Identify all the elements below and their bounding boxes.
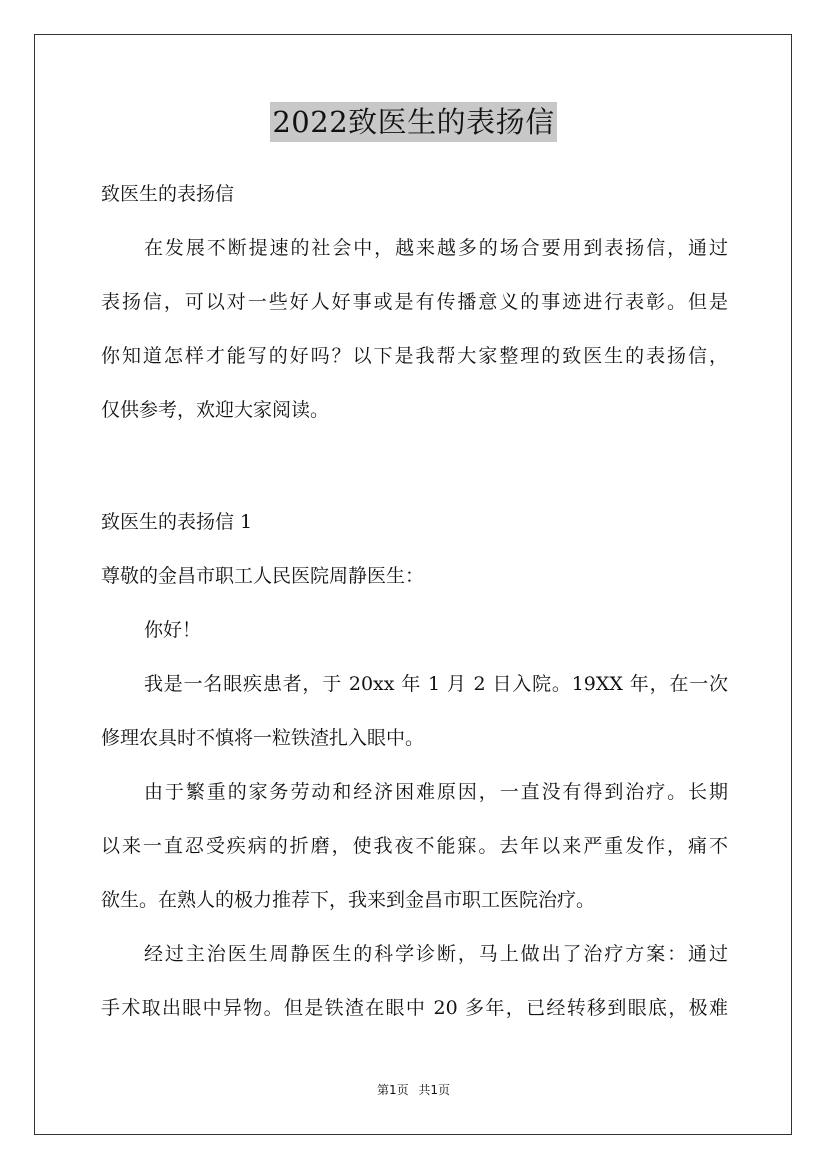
document-body xyxy=(101,174,728,1042)
paragraph-line: 手术取出眼中异物。但是铁渣在眼中 20 多年，已经转移到眼底，极难 xyxy=(101,997,728,1019)
paragraph-line: 仅供参考，欢迎大家阅读。 xyxy=(101,399,330,421)
document-title: 2022致医生的表扬信 xyxy=(270,102,556,142)
paragraph-spacer xyxy=(101,444,728,502)
title-container xyxy=(0,102,827,142)
page-number: 第1页 xyxy=(376,1083,409,1097)
section-heading: 致医生的表扬信 xyxy=(101,183,235,205)
paragraph-line: 修理农具时不慎将一粒铁渣扎入眼中。 xyxy=(101,727,425,749)
letter-heading: 致医生的表扬信 1 xyxy=(101,511,253,533)
paragraph-line: 表扬信，可以对一些好人好事或是有传播意义的事迹进行表彰。但是 xyxy=(101,291,728,313)
salutation: 尊敬的金昌市职工人民医院周静医生： xyxy=(101,565,425,587)
paragraph-line: 由于繁重的家务劳动和经济困难原因，一直没有得到治疗。长期 xyxy=(144,781,728,803)
paragraph-line: 欲生。在熟人的极力推荐下，我来到金昌市职工医院治疗。 xyxy=(101,889,596,911)
paragraph-line: 你知道怎样才能写的好吗？以下是我帮大家整理的致医生的表扬信， xyxy=(101,345,728,367)
page-total: 共1页 xyxy=(418,1083,451,1097)
page-footer xyxy=(0,1080,827,1100)
paragraph-line: 我是一名眼疾患者，于 20xx 年 1 月 2 日入院。19XX 年，在一次 xyxy=(144,673,728,695)
paragraph-line: 经过主治医生周静医生的科学诊断，马上做出了治疗方案：通过 xyxy=(144,943,728,965)
greeting: 你好！ xyxy=(144,619,202,641)
paragraph-line: 以来一直忍受疾病的折磨，使我夜不能寐。去年以来严重发作，痛不 xyxy=(101,835,728,857)
paragraph-line: 在发展不断提速的社会中，越来越多的场合要用到表扬信，通过 xyxy=(144,237,728,259)
